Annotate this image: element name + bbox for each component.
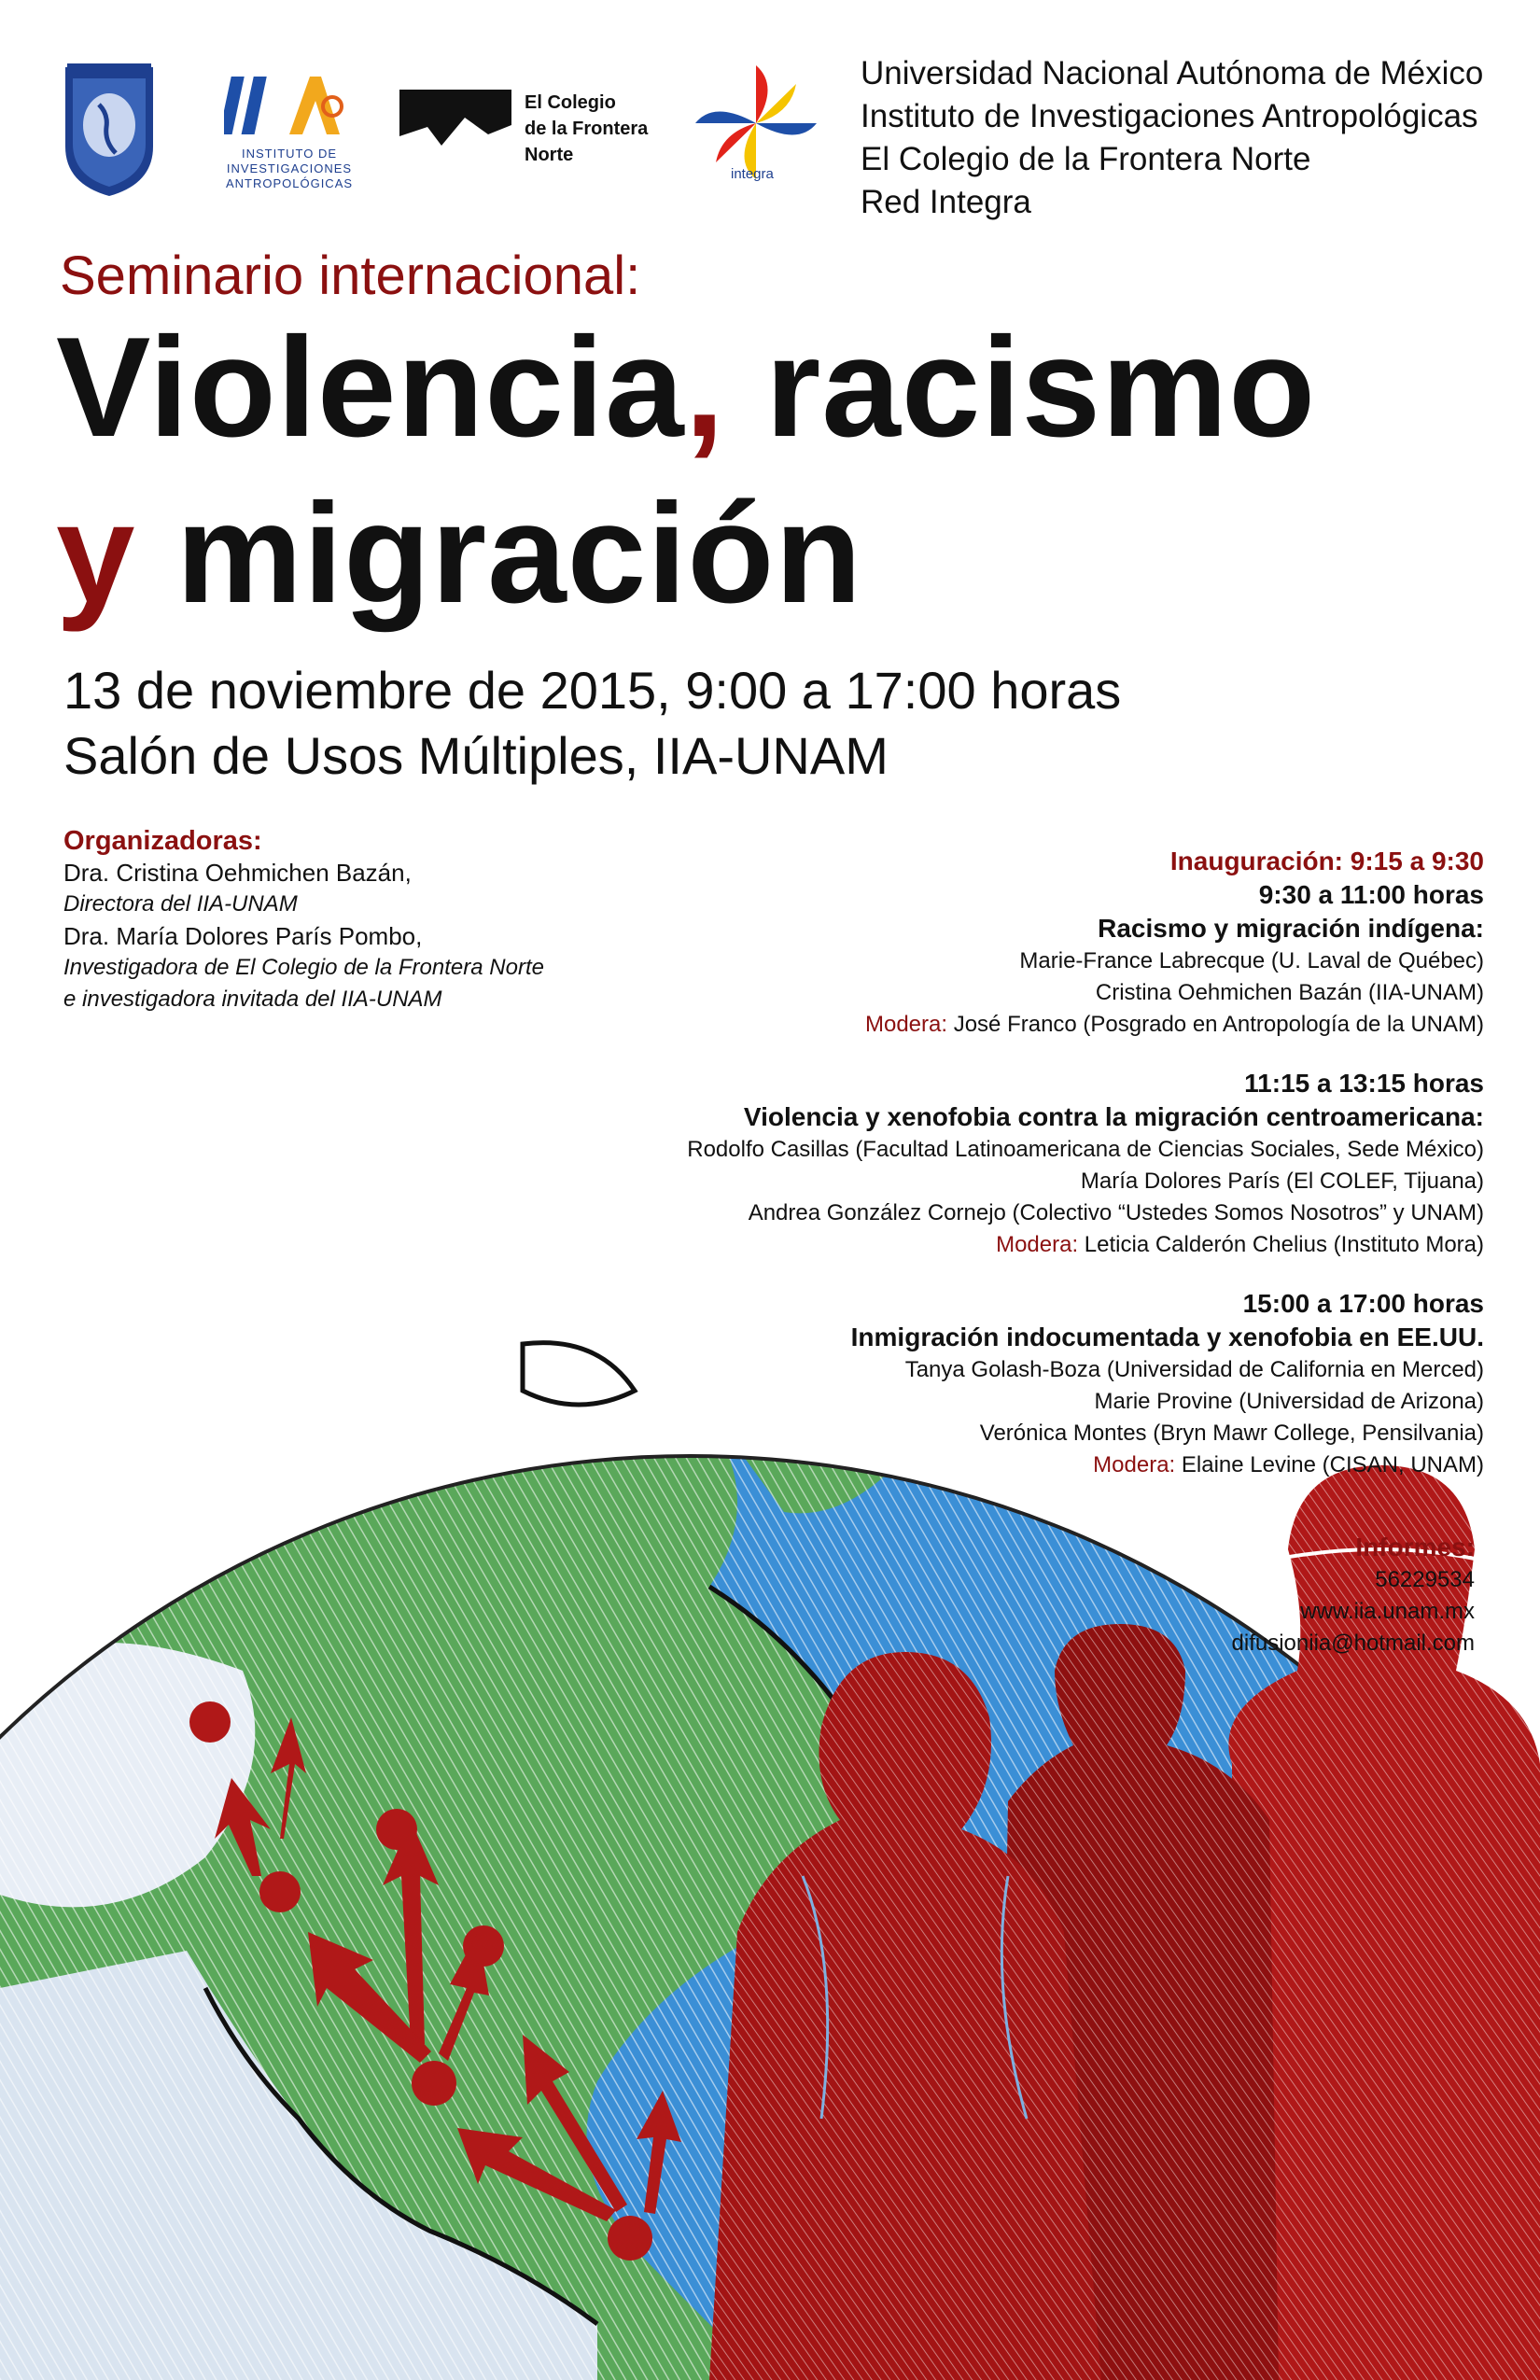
moderator-label: Modera:	[864, 1012, 948, 1037]
moderator-label: Modera:	[996, 1232, 1079, 1257]
info-phone: 56229534	[1375, 1567, 1475, 1592]
session-1-speaker-2: Cristina Oehmichen Bazán (IIA-UNAM)	[1095, 980, 1484, 1005]
session-3-moderator	[687, 1449, 1484, 1481]
session-2-moderator-name: Leticia Calderón Chelius (Instituto Mora)	[1078, 1232, 1484, 1257]
event-date: 13 de noviembre de 2015, 9:00 a 17:00 horas	[63, 661, 1122, 720]
iia-logo-icon	[224, 58, 355, 142]
session-3-speaker-2: Marie Provine (Universidad de Arizona)	[1094, 1389, 1484, 1414]
title-comma: ,	[684, 308, 725, 467]
colef-text-1: El Colegio	[525, 92, 616, 113]
session-2-speaker-3: Andrea González Cornejo (Colectivo “Ustedes Somos Nosotros” y UNAM)	[748, 1200, 1484, 1225]
iia-text-2: INVESTIGACIONES	[226, 161, 353, 175]
institution-unam: Universidad Nacional Autónoma de México	[861, 55, 1484, 91]
session-2-speaker-2: María Dolores París (El COLEF, Tijuana)	[1080, 1169, 1484, 1194]
seminar-subtitle: Seminario internacional:	[60, 245, 641, 306]
moderator-label: Modera:	[1093, 1452, 1176, 1477]
title-word-migracion: migración	[135, 474, 863, 633]
session-2-moderator	[687, 1229, 1484, 1261]
info-heading: Informes:	[1355, 1533, 1475, 1561]
integra-label: integra	[731, 166, 774, 182]
session-1-time: 9:30 a 11:00 horas	[1258, 880, 1484, 909]
title-word-y: y	[56, 474, 136, 633]
session-2-speaker-1: Rodolfo Casillas (Facultad Latinoamericana de Ciencias Sociales, Sede México)	[687, 1137, 1484, 1162]
organizers-block	[63, 826, 544, 1015]
session-2-time: 11:15 a 13:15 horas	[1244, 1069, 1484, 1098]
institution-iia: Instituto de Investigaciones Antropológicas	[861, 98, 1478, 134]
title-word-violencia: Violencia	[56, 308, 685, 467]
iia-text-1: INSTITUTO DE	[241, 147, 338, 161]
session-3-time: 15:00 a 17:00 horas	[1242, 1289, 1484, 1318]
inauguration-time: Inauguración: 9:15 a 9:30	[1169, 847, 1484, 875]
program-block	[687, 845, 1484, 1481]
title-word-racismo: racismo	[724, 308, 1317, 467]
seminar-title-line1	[56, 308, 1316, 467]
organizer-1-name: Dra. Cristina Oehmichen Bazán,	[63, 859, 412, 887]
unam-shield-icon	[58, 58, 161, 198]
organizer-1-role: Directora del IIA-UNAM	[63, 891, 298, 917]
colef-logo	[399, 90, 670, 183]
event-venue: Salón de Usos Múltiples, IIA-UNAM	[63, 726, 889, 785]
session-2-title: Violencia y xenofobia contra la migración centroamericana:	[743, 1102, 1484, 1131]
organizer-2-role-2: e investigadora invitada del IIA-UNAM	[63, 987, 442, 1012]
session-3-speaker-3: Verónica Montes (Bryn Mawr College, Pensilvania)	[979, 1421, 1484, 1446]
institutions-list	[861, 52, 1483, 224]
colef-logo-icon	[399, 90, 511, 174]
session-3-title: Inmigración indocumentada y xenofobia en EE.UU.	[850, 1323, 1484, 1351]
info-block	[1232, 1531, 1475, 1659]
session-1-title: Racismo y migración indígena:	[1098, 914, 1484, 943]
session-1-moderator	[687, 1009, 1484, 1041]
seminar-title-line2	[56, 474, 862, 633]
integra-logo	[686, 58, 826, 189]
organizer-2-name: Dra. María Dolores París Pombo,	[63, 922, 423, 950]
organizers-heading: Organizadoras:	[63, 826, 262, 856]
iia-text-3: ANTROPOLÓGICAS	[225, 176, 354, 190]
info-web[interactable]: www.iia.unam.mx	[1300, 1599, 1475, 1624]
session-3-moderator-name: Elaine Levine (CISAN, UNAM)	[1175, 1452, 1484, 1477]
organizer-2-role: Investigadora de El Colegio de la Frontera Norte	[63, 955, 544, 980]
info-email[interactable]: difusioniia@hotmail.com	[1231, 1631, 1475, 1656]
institution-integra: Red Integra	[861, 184, 1031, 220]
iia-logo	[224, 58, 355, 207]
colef-text-3: Norte	[525, 145, 574, 165]
session-1-moderator-name: José Franco (Posgrado en Antropología de la UNAM)	[947, 1012, 1484, 1037]
institution-colef: El Colegio de la Frontera Norte	[861, 141, 1311, 177]
session-3-speaker-1: Tanya Golash-Boza (Universidad de California en Merced)	[904, 1357, 1484, 1382]
colef-text-2: de la Frontera	[525, 119, 649, 139]
unam-logo	[58, 58, 161, 198]
session-1-speaker-1: Marie-France Labrecque (U. Laval de Québec)	[1019, 948, 1484, 973]
